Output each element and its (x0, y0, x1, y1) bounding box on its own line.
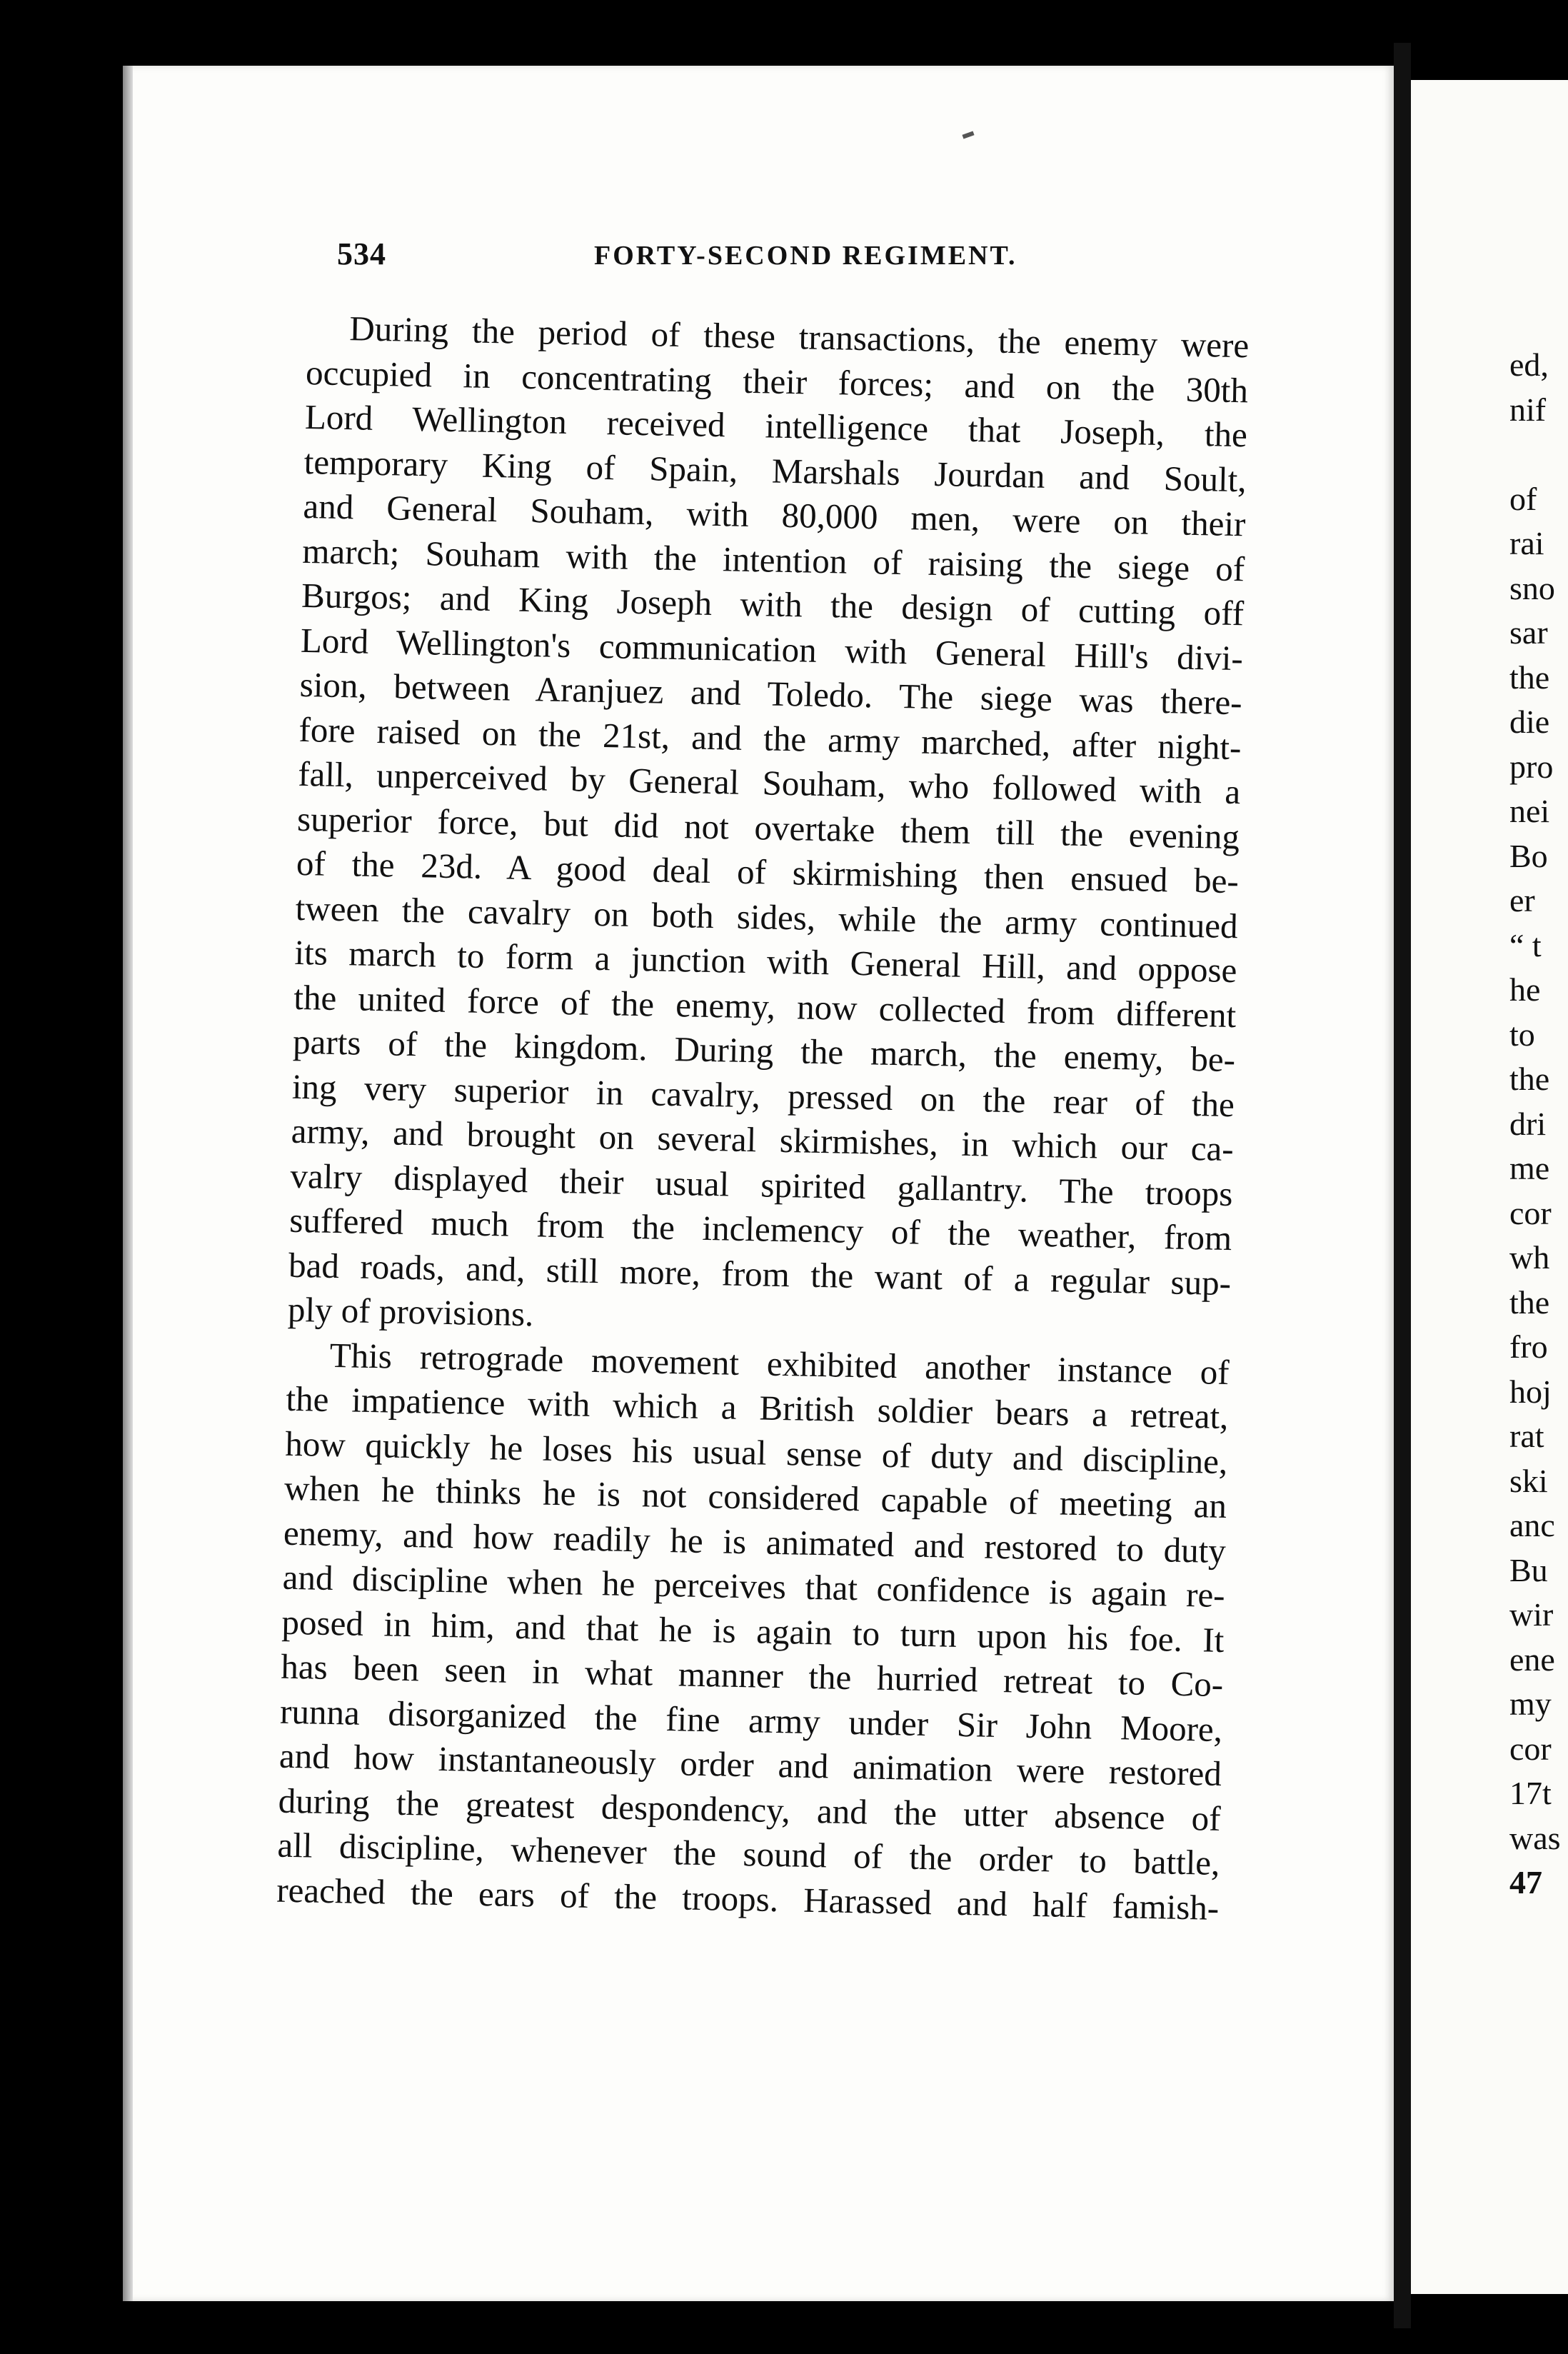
text-line: ply of provisions. (287, 1289, 534, 1334)
fragment-line: 47 (1509, 1864, 1542, 1900)
facing-page-fragments (1509, 343, 1568, 1905)
text-line: of the 23d. A good deal of skirmishing then ensued be- (296, 843, 1240, 901)
fragment-line: to (1509, 1016, 1535, 1053)
fragment-line: ski (1509, 1462, 1548, 1499)
fragment-line: the (1509, 1283, 1550, 1321)
text-line: occupied in concentrating their forces; and on the 30th (305, 352, 1249, 410)
fragment-line: nif (1509, 391, 1547, 428)
text-line: Lord Wellington's communication with General Hill's divi- (300, 620, 1244, 678)
text-line: posed in him, and that he is again to turn upon his foe. It (281, 1602, 1225, 1660)
text-line: all discipline, whenever the sound of the order to battle, (277, 1825, 1220, 1883)
text-line: the impatience with which a British soldier bears a retreat, (286, 1378, 1229, 1437)
text-line: valry displayed their usual spirited gallantry. The troops (290, 1156, 1233, 1213)
text-line: parts of the kingdom. During the march, the enemy, be- (292, 1021, 1236, 1080)
fragment-line: fro (1509, 1328, 1548, 1365)
text-line: fall, unperceived by General Souham, who followed with a (297, 753, 1241, 812)
fragment-line: ene (1509, 1641, 1555, 1678)
fragment-line: wir (1509, 1596, 1554, 1633)
fragment-line: cor (1509, 1194, 1552, 1231)
text-line: during the greatest despondency, and the utter absence of (278, 1780, 1222, 1838)
fragment-line: wh (1509, 1239, 1550, 1276)
fragment-line: “ t (1509, 926, 1542, 963)
fragment-line: he (1509, 971, 1541, 1008)
fragment-line: Bu (1509, 1551, 1548, 1588)
text-line: bad roads, and, still more, from the want of a regular sup- (288, 1245, 1232, 1303)
fragment-line: me (1509, 1150, 1550, 1186)
fragment-line: cor (1509, 1730, 1552, 1767)
text-line: the united force of the enemy, now collected from different (293, 977, 1237, 1035)
text-line: its march to form a junction with General Hill, and oppose (294, 932, 1237, 991)
text-line: reached the ears of the troops. Harassed and half famish- (276, 1870, 1220, 1928)
text-line: runna disorganized the fine army under Sir John Moore, (279, 1691, 1223, 1749)
text-line: how quickly he loses his usual sense of duty and discipline, (284, 1423, 1228, 1481)
text-line: sion, between Aranjuez and Toledo. The siege was there- (299, 664, 1243, 723)
fragment-line (1509, 432, 1568, 477)
text-line: and General Souham, with 80,000 men, were on their (303, 486, 1246, 544)
fragment-line: of (1509, 480, 1537, 517)
text-line: fore raised on the 21st, and the army marched, after night- (298, 709, 1242, 767)
text-line: During the period of these transactions, the enemy were (348, 309, 1250, 366)
text-line: enemy, and how readily he is animated and restored to duty (283, 1513, 1227, 1571)
fragment-line: 17t (1509, 1775, 1552, 1811)
fragment-line: was (1509, 1819, 1561, 1856)
fragment-line: rai (1509, 525, 1544, 561)
text-line: army, and brought on several skirmishes, in which our ca- (291, 1111, 1235, 1169)
page-header (337, 236, 1265, 286)
text-line: has been seen in what manner the hurried retreat to Co- (280, 1646, 1224, 1704)
fragment-line: sno (1509, 569, 1555, 606)
running-head: FORTY-SECOND REGIMENT. (594, 241, 1017, 271)
text-line: Lord Wellington received intelligence that Joseph, the (304, 396, 1248, 455)
text-line: when he thinks he is not considered capable of meeting an (283, 1468, 1227, 1526)
fragment-line: my (1509, 1686, 1552, 1722)
page-gutter (1394, 43, 1411, 2328)
fragment-line: hoj (1509, 1373, 1552, 1410)
fragment-line: er (1509, 882, 1535, 918)
fragment-line: pro (1509, 748, 1554, 785)
fragment-line: dri (1509, 1105, 1547, 1142)
fragment-line: Bo (1509, 837, 1548, 874)
fragment-line: sar (1509, 614, 1548, 651)
body-text (276, 306, 1250, 1930)
text-line: superior force, but did not overtake them till the evening (296, 798, 1240, 856)
fragment-line: nei (1509, 793, 1550, 829)
fragment-line: rat (1509, 1418, 1544, 1454)
text-line: and discipline when he perceives that confidence is again re- (282, 1557, 1226, 1616)
page-number: 534 (337, 236, 386, 271)
fragment-line: ed, (1509, 346, 1549, 383)
fragment-line: the (1509, 658, 1550, 696)
fragment-line: anc (1509, 1507, 1555, 1543)
text-line: march; Souham with the intention of raising the siege of (301, 531, 1245, 588)
fragment-line: the (1509, 1061, 1550, 1097)
text-line: Burgos; and King Joseph with the design of cutting off (301, 575, 1245, 633)
text-line: This retrograde movement exhibited another instance of (329, 1335, 1230, 1392)
text-line: suffered much from the inclemency of the weather, from (288, 1200, 1232, 1258)
fragment-line: die (1509, 703, 1550, 740)
text-line: tween the cavalry on both sides, while the army continued (295, 888, 1239, 946)
text-line: and how instantaneously order and animation were restored (278, 1736, 1222, 1793)
text-line: temporary King of Spain, Marshals Jourdan and Soult, (303, 441, 1247, 499)
text-line: ing very superior in cavalry, pressed on the rear of the (291, 1066, 1235, 1124)
